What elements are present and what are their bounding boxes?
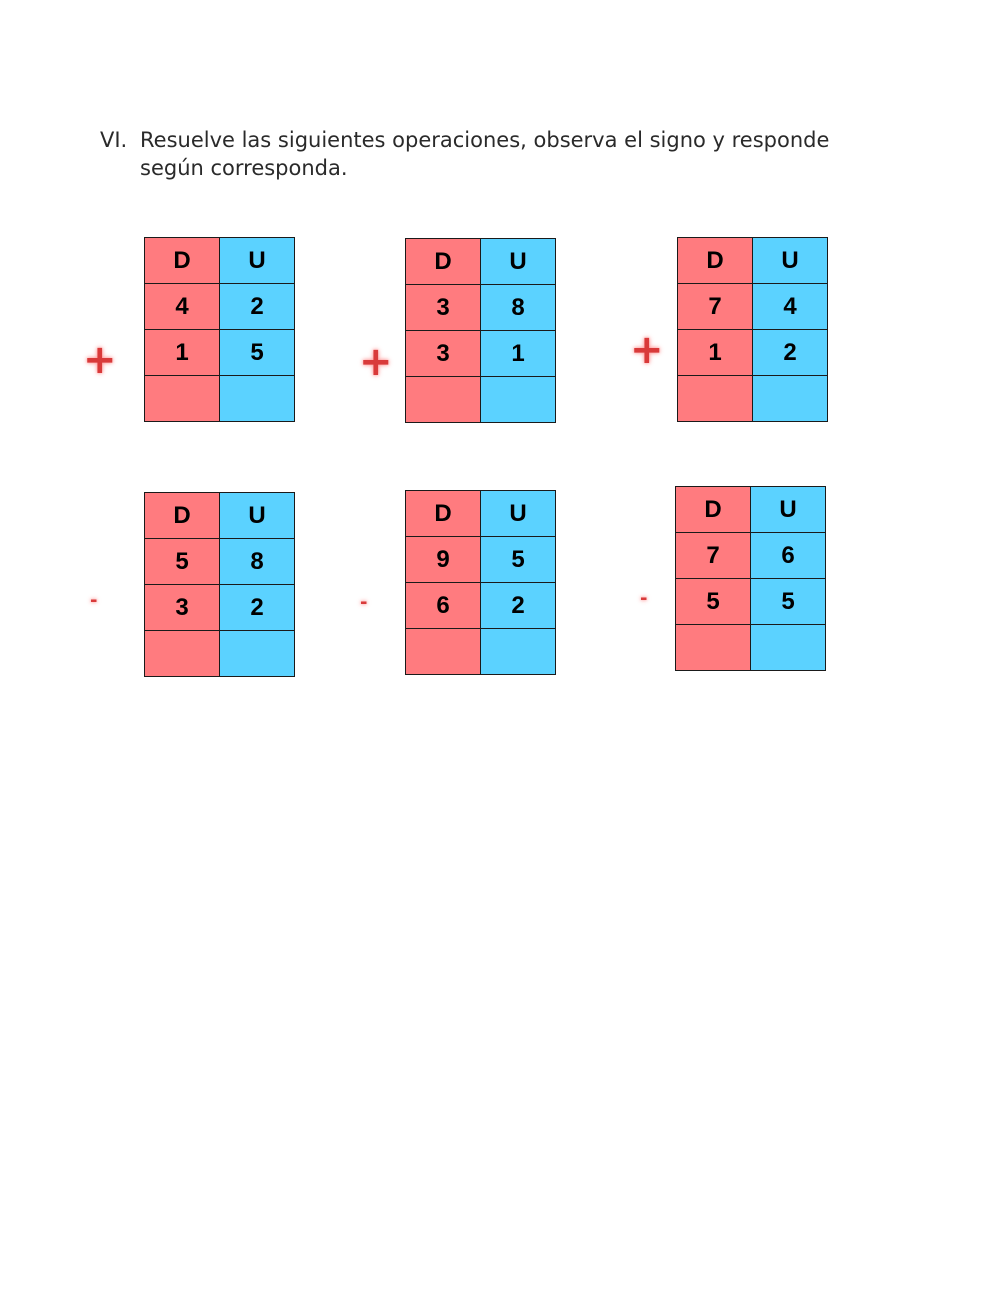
instruction-text: Resuelve las siguientes operaciones, observa el signo y responde según corresponda. — [140, 128, 830, 180]
answer-tens-field[interactable] — [676, 625, 751, 671]
answer-units-field[interactable] — [481, 377, 556, 423]
top-units: 8 — [220, 539, 295, 585]
answer-units-field[interactable] — [753, 376, 828, 422]
minus-sign: - — [360, 592, 368, 613]
bottom-units: 1 — [481, 331, 556, 377]
instruction — [100, 126, 880, 182]
place-value-table-5 — [405, 490, 556, 675]
answer-tens-field[interactable] — [145, 376, 220, 422]
answer-tens-field[interactable] — [145, 631, 220, 677]
header-units: U — [481, 239, 556, 285]
answer-tens-field[interactable] — [678, 376, 753, 422]
answer-units-field[interactable] — [220, 376, 295, 422]
bottom-tens: 3 — [406, 331, 481, 377]
top-tens: 3 — [406, 285, 481, 331]
answer-units-field[interactable] — [481, 629, 556, 675]
top-units: 2 — [220, 284, 295, 330]
place-value-table-6 — [675, 486, 826, 671]
header-tens: D — [406, 239, 481, 285]
bottom-tens: 1 — [678, 330, 753, 376]
answer-tens-field[interactable] — [406, 377, 481, 423]
top-tens: 7 — [676, 533, 751, 579]
bottom-units: 5 — [751, 579, 826, 625]
top-tens: 5 — [145, 539, 220, 585]
header-units: U — [753, 238, 828, 284]
instruction-number: VI. — [100, 128, 128, 152]
minus-sign: - — [640, 588, 648, 609]
plus-sign: + — [630, 327, 664, 373]
top-units: 4 — [753, 284, 828, 330]
minus-sign: - — [90, 590, 98, 611]
bottom-units: 2 — [481, 583, 556, 629]
place-value-table-1 — [144, 237, 295, 422]
bottom-units: 2 — [220, 585, 295, 631]
top-units: 8 — [481, 285, 556, 331]
bottom-tens: 3 — [145, 585, 220, 631]
header-tens: D — [406, 491, 481, 537]
bottom-tens: 6 — [406, 583, 481, 629]
place-value-table-3 — [677, 237, 828, 422]
top-tens: 9 — [406, 537, 481, 583]
header-tens: D — [145, 238, 220, 284]
bottom-tens: 5 — [676, 579, 751, 625]
place-value-table-4 — [144, 492, 295, 677]
header-units: U — [751, 487, 826, 533]
top-units: 6 — [751, 533, 826, 579]
header-tens: D — [678, 238, 753, 284]
answer-units-field[interactable] — [751, 625, 826, 671]
bottom-units: 2 — [753, 330, 828, 376]
bottom-units: 5 — [220, 330, 295, 376]
header-tens: D — [676, 487, 751, 533]
top-units: 5 — [481, 537, 556, 583]
header-units: U — [220, 238, 295, 284]
header-units: U — [481, 491, 556, 537]
bottom-tens: 1 — [145, 330, 220, 376]
plus-sign: + — [83, 337, 117, 383]
answer-units-field[interactable] — [220, 631, 295, 677]
answer-tens-field[interactable] — [406, 629, 481, 675]
header-tens: D — [145, 493, 220, 539]
place-value-table-2 — [405, 238, 556, 423]
top-tens: 4 — [145, 284, 220, 330]
plus-sign: + — [359, 339, 393, 385]
top-tens: 7 — [678, 284, 753, 330]
header-units: U — [220, 493, 295, 539]
